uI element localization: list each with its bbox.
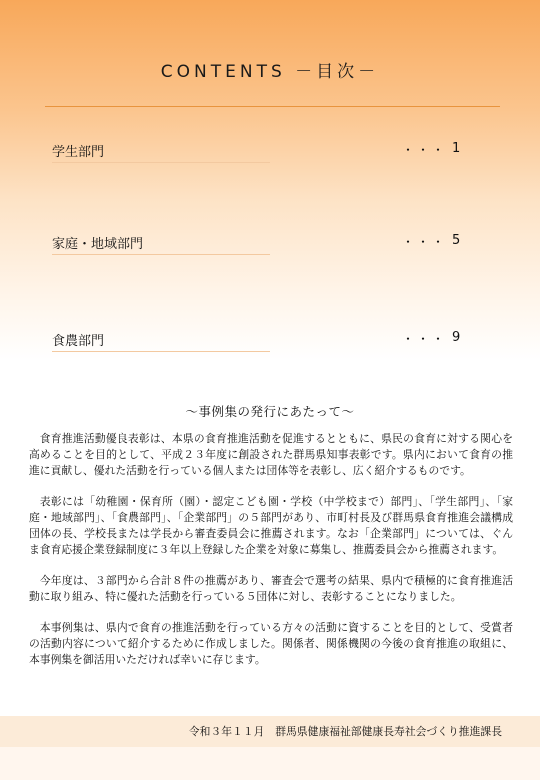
intro-paragraph: 表彰には「幼稚園・保育所（園）・認定こども園・学校（中学校まで）部門」、「学生部門」、「家庭・地域部門」、「食農部門」、「企業部門」の５部門があり、市町村長及び群馬県食育推進会議構成団体の長、学校長または学長から審査委員会に推薦されます。なお「企業部門」については、ぐんま食育応援企業登録制度に３年以上登録した企業を対象に募集し、推薦委員会から推薦されます。: [29, 495, 513, 556]
title-divider: [45, 106, 500, 107]
footer-signature: 令和３年１１月 群馬県健康福祉部健康長寿社会づくり推進課長: [188, 725, 502, 738]
toc-underline: [52, 254, 270, 255]
toc-page-number: 5: [452, 233, 461, 248]
toc-leader-dots: ・・・: [402, 143, 448, 157]
footer-band-lower: [0, 747, 540, 780]
toc-leader-dots: ・・・: [402, 332, 448, 346]
toc-label: 家庭・地域部門: [52, 237, 144, 252]
toc-label: 学生部門: [52, 145, 105, 160]
intro-paragraph: 今年度は、３部門から合計８件の推薦があり、審査会で選考の結果、県内で積極的に食育推進活動に取り組み、特に優れた活動を行っている５団体に対し、表彰することになりました。: [29, 574, 513, 603]
intro-heading: ～事例集の発行にあたって～: [185, 404, 355, 419]
toc-page-number: 1: [452, 141, 461, 156]
toc-leader-dots: ・・・: [402, 235, 448, 249]
toc-page-number: 9: [452, 330, 461, 345]
intro-body: [29, 431, 513, 683]
toc-underline: [52, 162, 270, 163]
page-title: CONTENTS －目次－: [160, 62, 380, 82]
intro-paragraph: 本事例集は、県内で食育の推進活動を行っている方々の活動に資することを目的として、受賞者の活動内容について紹介するために作成しました。関係者、関係機関の今後の食育推進の取組に、本事例集を御活用いただければ幸いに存じます。: [29, 621, 513, 666]
toc-underline: [52, 351, 270, 352]
intro-paragraph: 食育推進活動優良表彰は、本県の食育推進活動を促進するとともに、県民の食育に対する関心を高めることを目的として、平成２３年度に創設された群馬県知事表彰です。県内において食育の推進に貢献し、優れた活動を行っている個人または団体等を表彰し、広く紹介するものです。: [29, 432, 513, 477]
toc-label: 食農部門: [52, 334, 105, 349]
